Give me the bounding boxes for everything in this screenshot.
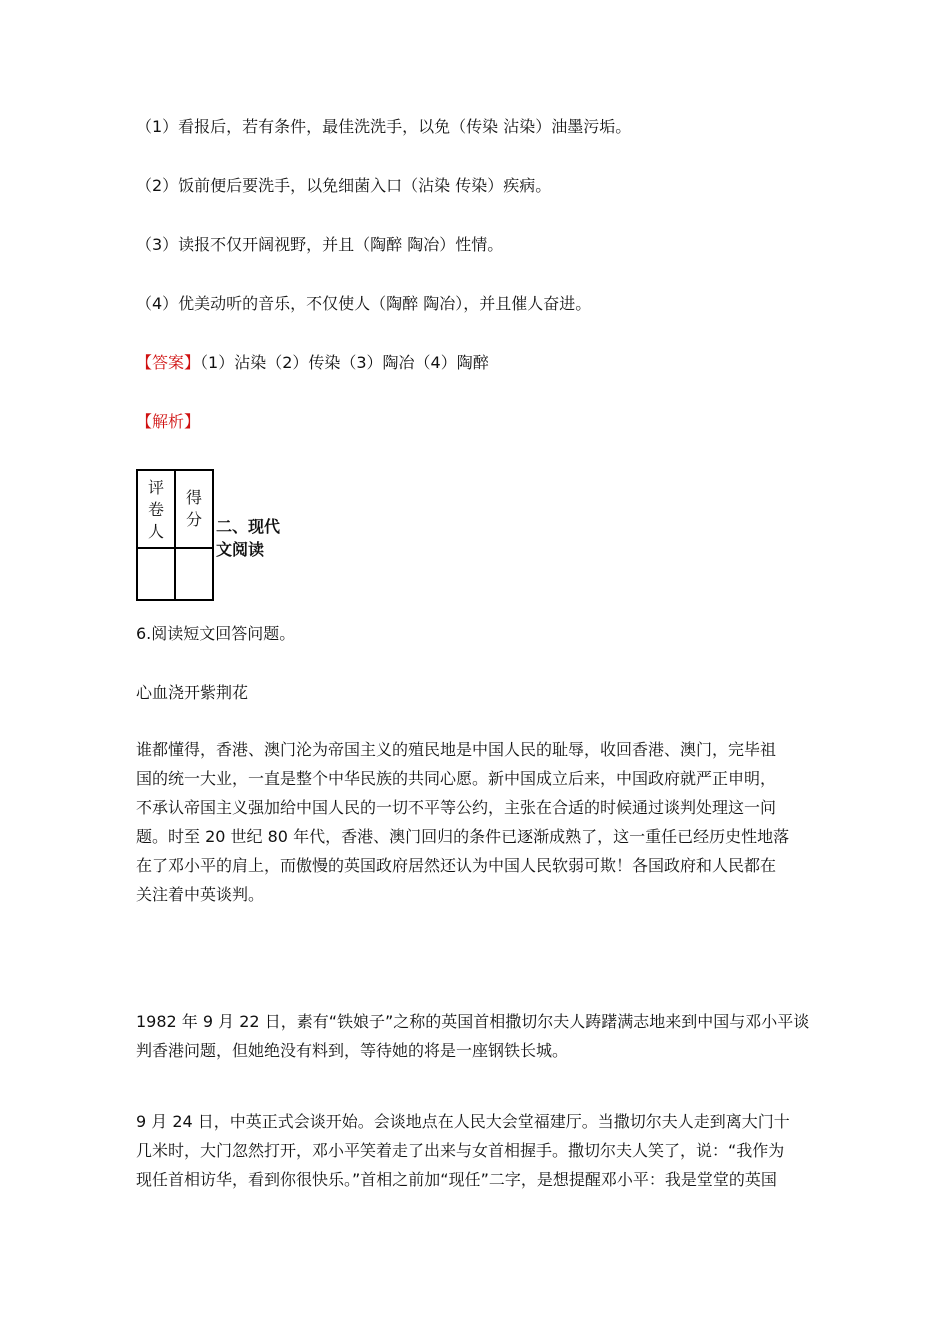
section-title-line-1: 二、现代 — [216, 517, 281, 536]
article-paragraph-1 — [136, 735, 816, 909]
answer-line — [136, 350, 489, 373]
paragraph-line: 题。时至 20 世纪 80 年代，香港、澳门回归的条件已逐渐成熟了，这一重任已经历史性地落 — [136, 827, 790, 846]
exercise-item-1: （1）看报后，若有条件，最佳洗洗手，以免（传染 沾染）油墨污垢。 — [136, 117, 632, 136]
paragraph-line: 不承认帝国主义强加给中国人民的一切不平等公约，主张在合适的时候通过谈判处理这一问 — [136, 798, 777, 817]
grader-char-1: 评 — [147, 478, 164, 497]
exercise-item-3: （3）读报不仅开阔视野，并且（陶醉 陶冶）性情。 — [136, 235, 504, 254]
score-table — [136, 469, 214, 601]
score-char-1: 得 — [185, 488, 202, 507]
paragraph-line: 谁都懂得，香港、澳门沦为帝国主义的殖民地是中国人民的耻辱，收回香港、澳门，完毕祖 — [136, 740, 777, 759]
paragraph-line: 9 月 24 日，中英正式会谈开始。会谈地点在人民大会堂福建厅。当撒切尔夫人走到离大门十 — [136, 1112, 790, 1131]
article-paragraph-3 — [136, 1107, 816, 1194]
section-title — [216, 515, 286, 561]
exercise-item-4: （4）优美动听的音乐，不仅使人（陶醉 陶冶），并且催人奋进。 — [136, 294, 592, 313]
score-table-grader-header — [137, 470, 175, 548]
paragraph-line: 在了邓小平的肩上，而傲慢的英国政府居然还认为中国人民软弱可欺！各国政府和人民都在 — [136, 856, 777, 875]
exercise-item-2: （2）饭前便后要洗手，以免细菌入口（沾染 传染）疾病。 — [136, 176, 552, 195]
answer-label: 【答案】 — [136, 353, 201, 372]
article-paragraph-2 — [136, 1007, 816, 1065]
section-title-line-2: 文阅读 — [216, 540, 265, 559]
analysis-label: 【解析】 — [136, 412, 201, 431]
grader-char-3: 人 — [147, 522, 164, 541]
grader-char-2: 卷 — [147, 500, 164, 519]
paragraph-line: 国的统一大业，一直是整个中华民族的共同心愿。新中国成立后来，中国政府就严正申明， — [136, 769, 777, 788]
paragraph-line: 1982 年 9 月 22 日，素有“铁娘子”之称的英国首相撒切尔夫人踌躇满志地来到中国与邓小平谈 — [136, 1012, 810, 1031]
score-char-2: 分 — [185, 510, 202, 529]
score-table-score-header — [175, 470, 213, 548]
paragraph-line: 关注着中英谈判。 — [136, 885, 265, 904]
score-table-grader-cell — [137, 548, 175, 600]
answer-text: （1）沾染（2）传染（3）陶冶（4）陶醉 — [200, 353, 489, 372]
paragraph-line: 判香港问题，但她绝没有料到，等待她的将是一座钢铁长城。 — [136, 1041, 569, 1060]
question-prompt: 6.阅读短文回答问题。 — [136, 624, 296, 643]
paragraph-line: 现任首相访华，看到你很快乐。”首相之前加“现任”二字，是想提醒邓小平：我是堂堂的英国 — [136, 1170, 777, 1189]
paragraph-line: 几米时，大门忽然打开，邓小平笑着走了出来与女首相握手。撒切尔夫人笑了，说：“我作为 — [136, 1141, 785, 1160]
article-title: 心血浇开紫荆花 — [136, 683, 249, 702]
score-table-score-cell — [175, 548, 213, 600]
